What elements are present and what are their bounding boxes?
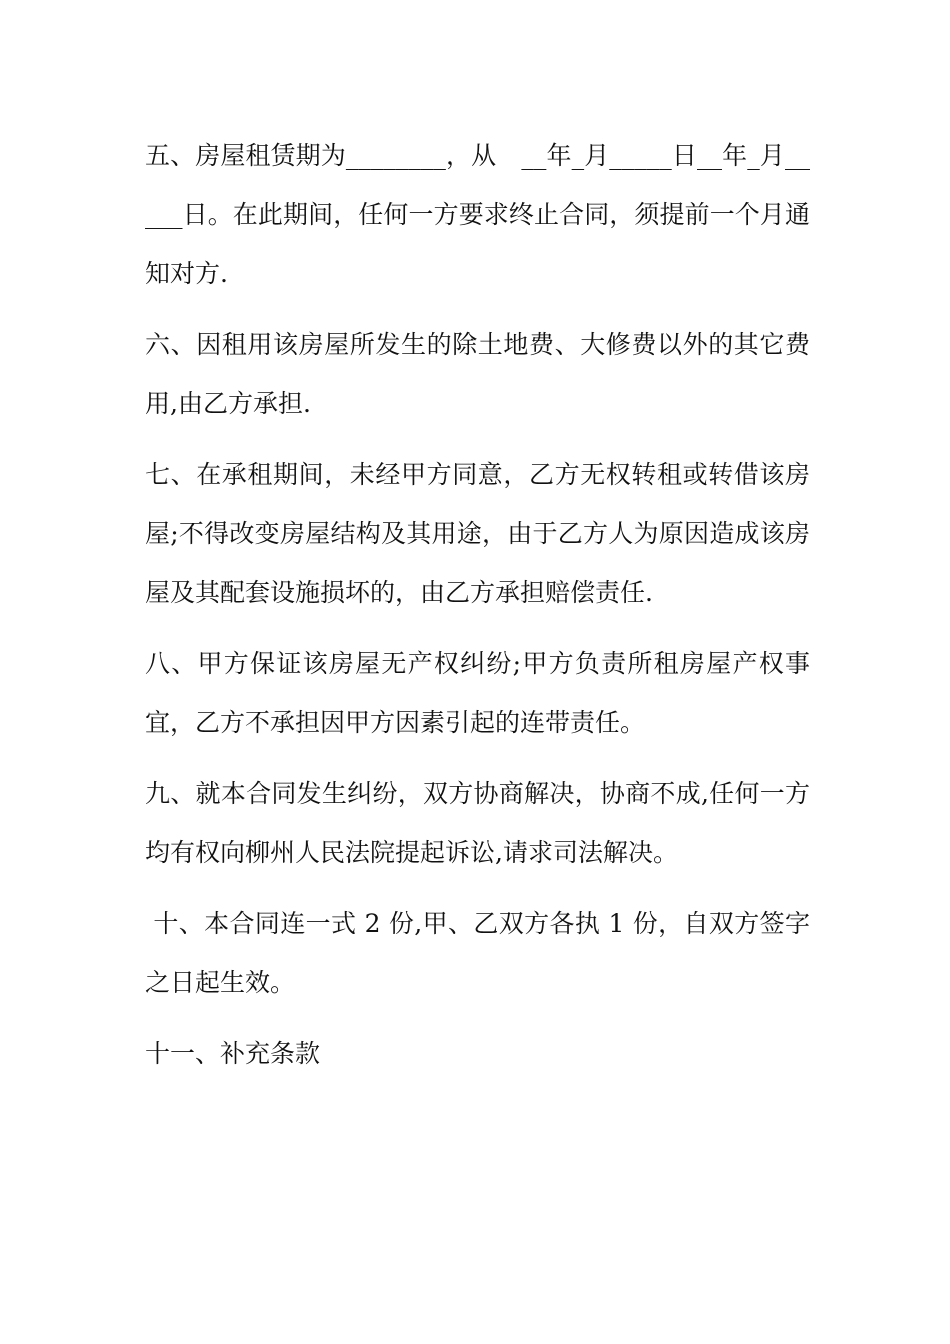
clause-9-disputes: 九、就本合同发生纠纷，双方协商解决，协商不成,任何一方均有权向柳州人民法院提起诉讼,请求司法解决。 [145,779,810,867]
clause-8-property-rights: 八、甲方保证该房屋无产权纠纷;甲方负责所租房屋产权事宜，乙方不承担因甲方因素引起的连带责任。 [145,649,810,737]
clause-5-lease-term: 五、房屋租赁期为________，从 __年_月_____日__年_月_____日。在此期间，任何一方要求终止合同，须提前一个月通知对方. [145,141,810,288]
clause-11-supplementary: 十一、补充条款 [145,1039,321,1068]
clause-10-copies: 十、本合同连一式 2 份,甲、乙双方各执 1 份，自双方签字之日起生效。 [145,909,810,997]
clause-7-sublease: 七、在承租期间，未经甲方同意，乙方无权转租或转借该房屋;不得改变房屋结构及其用途，由于乙方人为原因造成该房屋及其配套设施损坏的，由乙方承担赔偿责任. [145,460,810,607]
clause-6-expenses: 六、因租用该房屋所发生的除土地费、大修费以外的其它费用,由乙方承担. [145,330,810,418]
contract-clauses [145,126,810,1083]
